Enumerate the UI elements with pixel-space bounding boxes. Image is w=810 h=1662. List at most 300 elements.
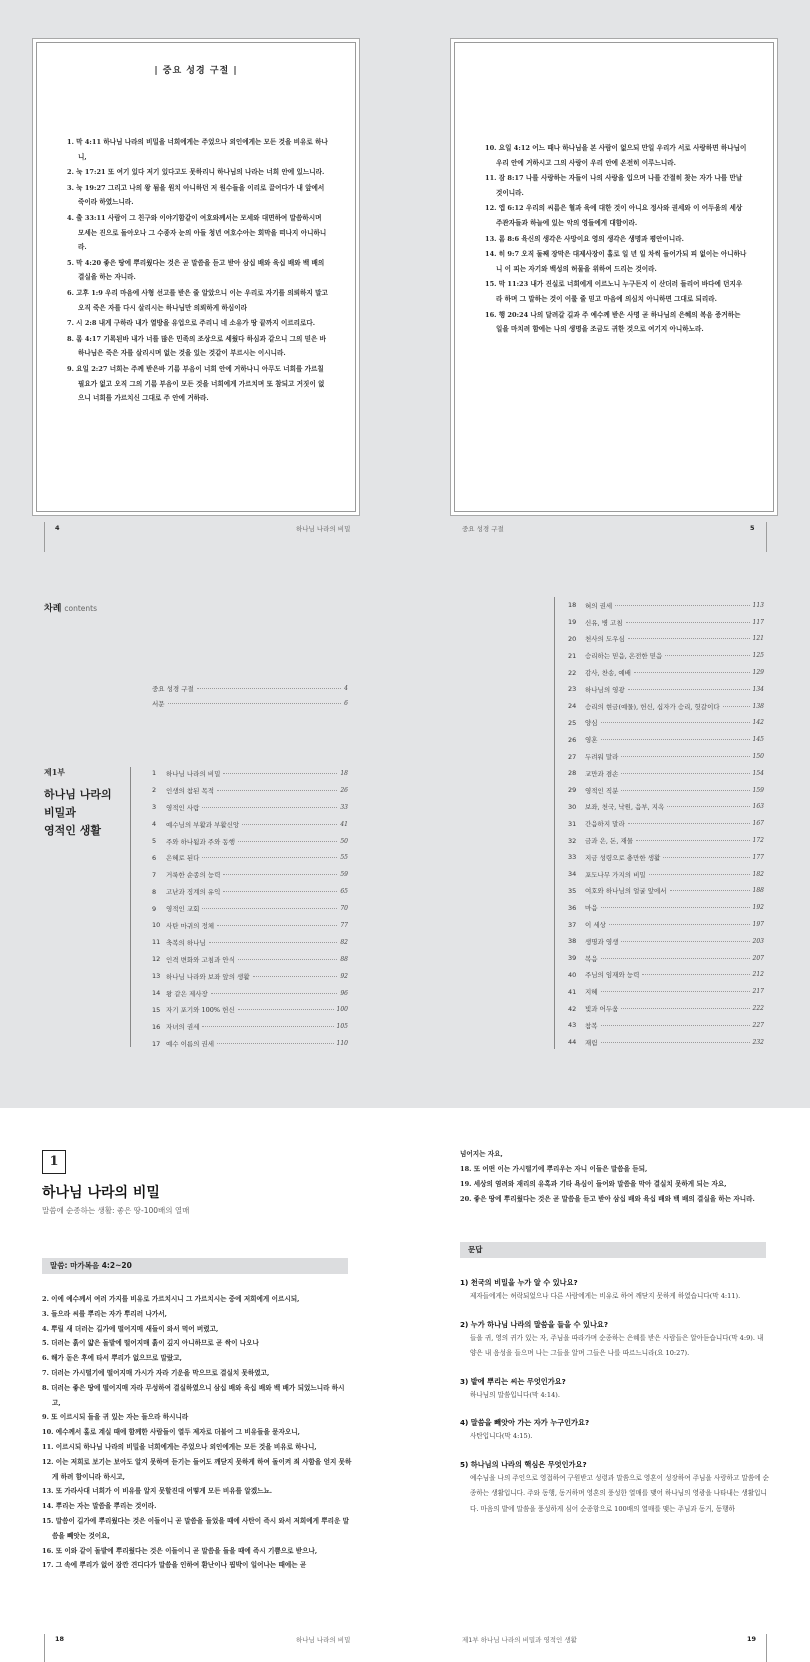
toc-leader-dots xyxy=(217,1043,333,1044)
folio-rule-left xyxy=(44,522,45,552)
toc-entry-page: 232 xyxy=(752,1038,764,1046)
verse-item: 10. 요일 4:12 어느 때나 하나님을 본 사람이 없으되 만일 우리가 서로 사랑하면 하나님이 우리 안에 거하시고 그의 사랑이 우리 안에 온전히 이루느니라. xyxy=(485,144,747,167)
toc-leader-dots xyxy=(649,874,750,875)
toc-entry-title: 교만과 겸손 xyxy=(585,769,619,778)
verse-item: 9. 요일 2:27 너희는 주께 받은바 기름 부음이 너희 안에 거하나니 아무도 너희를 가르칠 필요가 없고 오직 그의 기름 부음이 모든 것을 너희에게 가르치며 또 참되고 거짓이 없으니 너희를 가르치신 그대로 주 안에 거하라. xyxy=(67,364,325,403)
page-number-4: 4 xyxy=(55,524,60,532)
toc-entry-title: 승리의 현금(예물), 헌신, 십자가 승리, 헛갈이다 xyxy=(585,702,720,711)
toc-entry[interactable] xyxy=(152,849,348,866)
toc-leader-dots xyxy=(723,706,750,707)
toc-entry-number: 35 xyxy=(568,886,577,895)
toc-leader-dots xyxy=(601,958,750,959)
toc-entry-title: 이 세상 xyxy=(585,921,606,930)
toc-entry[interactable] xyxy=(568,731,764,748)
toc-entry-title: 축복의 하나님 xyxy=(166,938,206,947)
toc-entry-title: 지금 성령으로 충만한 생활 xyxy=(585,853,661,862)
toc-list-left xyxy=(152,765,348,1052)
toc-entry[interactable] xyxy=(568,782,764,799)
running-head-right: 중요 성경 구절 xyxy=(462,525,504,533)
toc-entry[interactable] xyxy=(568,933,764,950)
toc-entry-title: 영적인 사람 xyxy=(166,803,200,812)
toc-leader-dots xyxy=(621,1008,749,1009)
toc-leader-dots xyxy=(238,959,337,960)
toc-leader-dots xyxy=(667,806,749,807)
scripture-verse: 14. 뿌리는 자는 말씀을 뿌리는 것이라. xyxy=(42,1502,157,1511)
verse-item: 7. 시 2:8 내게 구하라 내가 열방을 유업으로 주리니 네 소유가 땅 끝까지 이르리로다. xyxy=(67,319,316,328)
toc-entry[interactable] xyxy=(568,799,764,816)
scripture-header: 말씀: 마가복음 4:2~20 xyxy=(42,1258,348,1274)
qa-header: 문답 xyxy=(460,1242,766,1258)
toc-entry-title: 빛과 어두움 xyxy=(585,1005,619,1014)
toc-leader-dots xyxy=(223,773,337,774)
toc-entry-number: 27 xyxy=(568,752,577,761)
toc-leader-dots xyxy=(609,924,750,925)
qa-item xyxy=(460,1458,770,1518)
qa-answer: 예수님을 나의 주인으로 영접하여 구원받고 성령과 말씀으로 영혼이 성장하여 주님을 사랑하고 말씀에 순종하는 생활입니다. 주와 동행, 동거하며 영혼의 풍성한 열매를 맺어 하나님의 영광을 나타내는 생활입니다. 마음의 밭에 말씀을 풍성하게 심어 순종함으로 100배의 열매를 맺는 주님과 동거, 동행하 xyxy=(470,1473,770,1513)
toc-entry-number: 10 xyxy=(152,921,161,930)
toc-rule-right xyxy=(554,597,555,1049)
toc-entry[interactable] xyxy=(152,1001,348,1018)
toc-entry-number: 40 xyxy=(568,970,577,979)
toc-entry[interactable] xyxy=(152,985,348,1002)
toc-entry[interactable] xyxy=(568,765,764,782)
chapter-title: 하나님 나라의 비밀 xyxy=(42,1185,160,1201)
toc-entry-number: 42 xyxy=(568,1004,577,1013)
toc-entry-title: 금과 은, 돈, 재물 xyxy=(585,837,634,846)
toc-entry-number: 34 xyxy=(568,870,577,879)
verse-item: 15. 막 11:23 내가 진실로 너희에게 이르노니 누구든지 이 산더러 들리어 바다에 던지우라 하며 그 말하는 것이 이룰 줄 믿고 마음에 의심치 아니하면 그대로 되리라. xyxy=(485,280,743,303)
toc-entry[interactable] xyxy=(568,916,764,933)
toc-entry[interactable] xyxy=(568,597,764,614)
toc-entry-title: 자기 포기와 100% 헌신 xyxy=(166,1006,235,1015)
scripture-verse: 8. 더러는 좋은 땅에 떨어지매 자라 무성하여 결실하였으니 삼십 배와 육십 배와 백 배가 되었느니라 하시고, xyxy=(42,1383,345,1407)
toc-entry-title: 양심 xyxy=(585,719,598,728)
toc-entry-number: 14 xyxy=(152,989,161,998)
toc-entry-page: 129 xyxy=(752,669,764,677)
toc-entry-number: 26 xyxy=(568,735,577,744)
toc-entry-title: 보좌, 천국, 낙원, 음부, 지옥 xyxy=(585,803,665,812)
toc-entry[interactable] xyxy=(152,782,348,799)
toc-entry-page: 227 xyxy=(752,1021,764,1029)
verse-item: 2. 눅 17:21 또 여기 있다 저기 있다고도 못하리니 하나님의 나라는 너희 안에 있느니라. xyxy=(67,168,325,177)
toc-entry-title: 두려워 말라 xyxy=(585,753,619,762)
toc-entry-page: 105 xyxy=(336,1023,348,1031)
toc-entry-title: 감사, 찬송, 예배 xyxy=(585,669,631,678)
toc-heading-en: contents xyxy=(64,604,98,613)
toc-entry-title: 서문 xyxy=(152,700,165,708)
toc-entry-title: 마음 xyxy=(585,904,598,913)
toc-leader-dots xyxy=(663,857,749,858)
toc-leader-dots xyxy=(253,976,338,977)
toc-leader-dots xyxy=(615,605,749,606)
scripture-verse: 18. 또 어떤 이는 가시떨기에 뿌리우는 자니 이들은 말씀을 듣되, xyxy=(460,1165,648,1173)
toc-entry-title: 지혜 xyxy=(585,988,598,997)
toc-leader-dots xyxy=(223,874,337,875)
qa-answer: 제자들에게는 허락되었으나 다른 사람에게는 비유로 하여 깨닫지 못하게 하였습니다(막 4:11). xyxy=(470,1292,741,1300)
toc-entry-number: 1 xyxy=(152,769,157,778)
toc-entry-number: 24 xyxy=(568,702,577,711)
toc-entry-page: 59 xyxy=(340,871,348,879)
qa-question: 4) 말씀을 빼앗아 가는 자가 누구인가요? xyxy=(460,1418,590,1427)
toc-leader-dots xyxy=(209,942,338,943)
toc-entry[interactable] xyxy=(152,1035,348,1052)
qa-question: 1) 천국의 비밀을 누가 알 수 있나요? xyxy=(460,1278,578,1287)
chapter-subtitle: 말씀에 순종하는 생활: 좋은 땅-100배의 열매 xyxy=(42,1206,190,1215)
toc-entry-number: 44 xyxy=(568,1038,577,1047)
toc-leader-dots xyxy=(217,925,337,926)
toc-entry-page: 134 xyxy=(752,685,764,693)
toc-leader-dots xyxy=(670,890,750,891)
toc-entry-number: 7 xyxy=(152,870,157,879)
verse-list-right xyxy=(485,141,747,338)
toc-entry-title: 인생의 참된 목적 xyxy=(166,786,215,795)
verse-item: 13. 롬 8:6 육신의 생각은 사망이요 영의 생각은 생명과 평안이니라. xyxy=(485,234,684,243)
qa-answer: 들을 귀, 영의 귀가 있는 자, 주님을 따라가며 순종하는 은혜를 받은 사람들은 알아듣습니다(막 4:9). 내 양은 내 음성을 들으며 나는 그들을 알며 그들은 나를 따르느니라(요 10:27). xyxy=(470,1333,764,1357)
toc-leader-dots xyxy=(202,908,337,909)
toc-entry-title: 참복 xyxy=(585,1021,598,1030)
scripture-verse: 20. 좋은 땅에 뿌리웠다는 것은 곧 말씀을 듣고 받아 삼십 배와 육십 배와 백 배의 결실을 하는 자니라. xyxy=(460,1195,755,1203)
running-head-right-2: 제1부 하나님 나라의 비밀과 영적인 생활 xyxy=(462,1636,577,1644)
toc-leader-dots xyxy=(601,739,750,740)
toc-leader-dots xyxy=(202,857,337,858)
toc-entry-title: 재림 xyxy=(585,1038,598,1047)
toc-entry-page: 188 xyxy=(752,887,764,895)
toc-entry-page: 113 xyxy=(752,601,764,609)
toc-leader-dots xyxy=(168,703,342,704)
toc-entry-title: 거룩한 순종의 능력 xyxy=(166,871,221,880)
scripture-verse: 11. 이르시되 하나님 나라의 비밀을 너희에게는 주었으나 외인에게는 모든 것을 비유로 하나니, xyxy=(42,1442,317,1451)
toc-entry-number: 6 xyxy=(152,853,157,862)
toc-leader-dots xyxy=(238,841,337,842)
toc-entry-page: 138 xyxy=(752,702,764,710)
toc-leader-dots xyxy=(628,823,750,824)
toc-entry-title: 간음하지 말라 xyxy=(585,820,625,829)
toc-entry-page: 197 xyxy=(752,921,764,929)
toc-entry-page: 77 xyxy=(340,921,348,929)
toc-entry[interactable] xyxy=(568,1017,764,1034)
toc-leader-dots xyxy=(634,672,750,673)
scripture-verse: 7. 더러는 가시떨기에 떨어지매 가시가 자라 기운을 막으므로 결실치 못하였고, xyxy=(42,1368,270,1377)
toc-entry-number: 11 xyxy=(152,938,161,947)
verse-item: 1. 막 4:11 하나님 나라의 비밀을 너희에게는 주었으나 외인에게는 모든 것을 비유로 하나니, xyxy=(67,138,328,161)
scripture-verse: 6. 해가 돋은 후에 타서 뿌리가 없으므로 말랐고, xyxy=(42,1354,182,1363)
toc-entry[interactable] xyxy=(568,664,764,681)
toc-leader-dots xyxy=(665,655,749,656)
scripture-verse: 2. 이에 예수께서 여러 가지를 비유로 가르치시니 그 가르치시는 중에 저희에게 이르시되, xyxy=(42,1295,300,1303)
toc-leader-dots xyxy=(601,991,750,992)
toc-entry-title: 복음 xyxy=(585,954,598,963)
toc-entry-page: 192 xyxy=(752,904,764,912)
toc-entry[interactable] xyxy=(152,951,348,968)
toc-entry-title: 왕 같은 제사장 xyxy=(166,989,208,998)
toc-entry[interactable] xyxy=(152,1018,348,1035)
toc-entry-page: 207 xyxy=(752,954,764,962)
toc-entry-page: 125 xyxy=(752,652,764,660)
toc-entry[interactable] xyxy=(568,715,764,732)
toc-front-matter xyxy=(152,681,348,711)
toc-entry[interactable] xyxy=(568,866,764,883)
toc-entry[interactable] xyxy=(568,647,764,664)
toc-leader-dots xyxy=(202,1026,333,1027)
verse-item: 4. 출 33:11 사람이 그 친구와 이야기함같이 여호와께서는 모세와 대면하여 말씀하시며 모세는 진으로 돌아오나 그 수종자 눈의 아들 청년 여호수아는 회막을 떠나지 아니하니라. xyxy=(67,213,327,252)
toc-entry-number: 3 xyxy=(152,803,157,812)
toc-entry-number: 5 xyxy=(152,837,157,845)
toc-entry-title: 은혜로 된다 xyxy=(166,854,200,863)
toc-leader-dots xyxy=(217,790,337,791)
folio-rule-right-2 xyxy=(766,1634,767,1662)
toc-entry[interactable] xyxy=(568,681,764,698)
toc-entry-title: 하나님 나라와 보좌 앞의 생활 xyxy=(166,972,250,981)
toc-entry-number: 20 xyxy=(568,634,577,643)
toc-entry-title: 주와 하나됨과 주와 동행 xyxy=(166,837,235,846)
toc-entry-title: 혀의 권세 xyxy=(585,601,613,610)
toc-list-right xyxy=(568,597,764,1051)
page-number-18: 18 xyxy=(55,1635,65,1643)
qa-question: 5) 하나님의 나라의 핵심은 무엇인가요? xyxy=(460,1459,587,1469)
verse-item: 3. 눅 19:27 그리고 나의 왕 됨을 원치 아니하던 저 원수들을 이리로 끌어다가 내 앞에서 죽이라 하였느니라. xyxy=(67,183,325,207)
toc-entry-number: 22 xyxy=(568,668,577,677)
qa-item xyxy=(460,1318,770,1362)
toc-entry-page: 33 xyxy=(340,803,348,811)
toc-leader-dots xyxy=(621,756,749,757)
qa-answer: 사탄입니다(막 4:15). xyxy=(470,1432,533,1440)
toc-entry[interactable] xyxy=(568,967,764,984)
qa-question: 2) 누가 하나님 나라의 말씀을 들을 수 있나요? xyxy=(460,1319,609,1329)
scripture-verse: 9. 또 이르시되 들을 귀 있는 자는 들으라 하시니라 xyxy=(42,1413,189,1422)
toc-entry-number: 16 xyxy=(152,1022,161,1031)
toc-entry-page: 70 xyxy=(340,905,348,913)
toc-leader-dots xyxy=(242,824,337,825)
toc-entry[interactable] xyxy=(568,631,764,648)
scripture-verse: 넘어지는 자요, xyxy=(460,1150,503,1158)
toc-entry[interactable] xyxy=(152,765,348,782)
toc-entry-number: 4 xyxy=(152,820,157,829)
qa-question: 3) 밭에 뿌리는 씨는 무엇인가요? xyxy=(460,1376,566,1386)
toc-entry[interactable] xyxy=(152,833,348,850)
toc-entry-title: 하나님의 영광 xyxy=(585,685,625,694)
toc-heading: 차례 contents xyxy=(44,604,98,614)
running-head-left: 하나님 나라의 비밀 xyxy=(296,525,351,533)
toc-entry[interactable] xyxy=(152,681,348,696)
toc-entry-title: 인격 변화와 고침과 안식 xyxy=(166,955,235,964)
verse-item: 16. 행 20:24 나의 달려갈 길과 주 예수께 받은 사명 곧 하나님의 은혜의 복음 증거하는 일을 마치려 함에는 나의 생명을 조금도 귀한 것으로 여기지 아니하노라. xyxy=(485,310,741,334)
folio-rule-right xyxy=(766,522,767,552)
verse-item: 5. 막 4:20 좋은 땅에 뿌리웠다는 것은 곧 말씀을 듣고 받아 삼십 배와 육십 배와 백 배의 결실을 하는 자니라. xyxy=(67,258,325,282)
scripture-continuation xyxy=(460,1147,768,1207)
scripture-verse: 12. 이는 저희로 보기는 보아도 알지 못하며 듣기는 들어도 깨닫지 못하게 하여 돌이켜 죄 사함을 얻지 못하게 하려 함이니라 하시고, xyxy=(42,1457,352,1481)
toc-leader-dots xyxy=(628,689,750,690)
toc-entry-title: 고난과 징계의 유익 xyxy=(166,888,221,897)
toc-entry-title: 하나님 나라의 비밀 xyxy=(166,769,221,778)
toc-entry-number: 9 xyxy=(152,904,157,913)
toc-entry[interactable] xyxy=(152,883,348,900)
toc-entry-page: 142 xyxy=(752,719,764,727)
toc-entry-title: 자녀의 권세 xyxy=(166,1023,200,1032)
toc-entry-title: 신유, 병 고침 xyxy=(585,618,623,627)
toc-entry-number: 25 xyxy=(568,718,577,727)
toc-leader-dots xyxy=(601,1025,750,1026)
toc-entry[interactable] xyxy=(568,748,764,765)
scripture-verse: 4. 뿌릴 새 더러는 길가에 떨어지매 새들이 와서 먹어 버렸고, xyxy=(42,1324,219,1333)
qa-item xyxy=(460,1375,770,1404)
verses-title: | 중요 성경 구절 | xyxy=(154,66,238,76)
toc-entry-number: 18 xyxy=(568,601,577,610)
toc-entry-number: 2 xyxy=(152,786,157,795)
toc-entry[interactable] xyxy=(568,899,764,916)
verses-page-left xyxy=(36,42,356,512)
verse-list-left xyxy=(67,135,329,407)
toc-leader-dots xyxy=(628,638,750,639)
verse-item: 6. 고후 1:9 우리 마음에 사형 선고를 받은 줄 알았으니 이는 우리로 자기를 의뢰하지 말고 오직 죽은 자를 다시 살리시는 하나님만 의뢰하게 하심이라 xyxy=(67,288,328,312)
toc-leader-dots xyxy=(601,907,750,908)
toc-entry-page: 41 xyxy=(340,820,348,828)
toc-entry[interactable] xyxy=(568,883,764,900)
toc-entry-title: 주님의 임재와 능력 xyxy=(585,971,640,980)
qa-item xyxy=(460,1416,770,1445)
toc-entry[interactable] xyxy=(568,614,764,631)
toc-entry-page: 177 xyxy=(752,853,764,861)
part-label: 제1부 xyxy=(44,767,66,777)
verse-item: 12. 엡 6:12 우리의 씨름은 혈과 육에 대한 것이 아니요 정사와 권세와 이 어두움의 세상 주관자들과 하늘에 있는 악의 영들에게 대함이라. xyxy=(485,204,743,227)
scripture-verse: 16. 또 이와 같이 돌밭에 뿌리웠다는 것은 이들이니 곧 말씀을 들을 때에 즉시 기쁨으로 받으나, xyxy=(42,1546,318,1555)
toc-entry-number: 43 xyxy=(568,1021,577,1030)
toc-entry[interactable] xyxy=(568,849,764,866)
toc-entry-page: 92 xyxy=(340,972,348,980)
toc-entry-title: 생명과 영생 xyxy=(585,937,619,946)
toc-leader-dots xyxy=(211,993,338,994)
toc-entry-number: 29 xyxy=(568,786,577,795)
toc-leader-dots xyxy=(197,688,341,689)
toc-entry-number: 19 xyxy=(568,618,577,627)
part-rule xyxy=(130,767,131,1047)
toc-entry[interactable] xyxy=(152,934,348,951)
toc-entry-title: 영혼 xyxy=(585,736,598,745)
toc-entry[interactable] xyxy=(152,696,348,711)
toc-entry-title: 포도나무 가지의 비밀 xyxy=(585,870,646,879)
toc-entry-number: 28 xyxy=(568,769,577,778)
toc-leader-dots xyxy=(636,840,750,841)
toc-entry-number: 21 xyxy=(568,651,577,660)
toc-entry[interactable] xyxy=(152,799,348,816)
toc-entry[interactable] xyxy=(568,815,764,832)
toc-entry-title: 영적인 교회 xyxy=(166,905,200,914)
toc-entry-page: 4 xyxy=(344,685,348,692)
toc-entry-page: 6 xyxy=(344,700,348,707)
toc-entry-title: 예수 이름의 권세 xyxy=(166,1040,215,1049)
toc-entry-page: 222 xyxy=(752,1005,764,1013)
toc-entry-page: 182 xyxy=(752,870,764,878)
toc-entry-number: 23 xyxy=(568,685,577,694)
toc-entry[interactable] xyxy=(568,950,764,967)
toc-entry[interactable] xyxy=(568,832,764,849)
part-title: 하나님 나라의 비밀과 영적인 생활 xyxy=(44,788,112,837)
running-head-left-2: 하나님 나라의 비밀 xyxy=(296,1636,351,1644)
toc-entry[interactable] xyxy=(152,900,348,917)
page-number-5: 5 xyxy=(750,524,755,532)
toc-entry-page: 154 xyxy=(752,769,764,777)
toc-entry-number: 31 xyxy=(568,819,577,828)
part-heading xyxy=(44,767,112,840)
toc-entry-page: 163 xyxy=(752,803,764,811)
toc-entry[interactable] xyxy=(152,866,348,883)
toc-entry-page: 212 xyxy=(752,971,764,979)
toc-entry-title: 영적인 직분 xyxy=(585,786,619,795)
toc-entry-number: 17 xyxy=(152,1039,161,1048)
scripture-verse: 10. 예수께서 홀로 계실 때에 함께한 사람들이 열두 제자로 더불어 그 비유들을 묻자오니, xyxy=(42,1428,300,1437)
toc-entry[interactable] xyxy=(568,698,764,715)
toc-entry-title: 천사의 도우심 xyxy=(585,635,625,644)
toc-entry[interactable] xyxy=(568,983,764,1000)
scripture-verse: 13. 또 가라사대 너희가 이 비유를 알지 못할진대 어떻게 모든 비유를 알겠느뇨. xyxy=(42,1487,273,1496)
qa-answer: 하나님의 말씀입니다(막 4:14). xyxy=(470,1390,560,1399)
toc-entry-page: 18 xyxy=(340,769,348,777)
toc-entry-page: 117 xyxy=(752,618,764,626)
toc-entry-number: 13 xyxy=(152,972,161,981)
scripture-verse: 19. 세상의 염려와 재리의 유혹과 기타 욕심이 들어와 말씀을 막아 결실치 못하게 되는 자요, xyxy=(460,1180,727,1188)
toc-entry-number: 33 xyxy=(568,853,577,862)
verse-item: 8. 롬 4:17 기록된바 내가 너를 많은 민족의 조상으로 세웠다 하심과 같으니 그의 믿은 바 하나님은 죽은 자를 살리시며 없는 것을 있는 것같이 부르시는 이시니라. xyxy=(67,334,327,358)
toc-leader-dots xyxy=(621,790,749,791)
toc-entry-page: 96 xyxy=(340,989,348,997)
toc-entry-number: 8 xyxy=(152,887,157,896)
toc-leader-dots xyxy=(642,974,749,975)
qa-item xyxy=(460,1276,770,1305)
toc-entry-page: 100 xyxy=(336,1006,348,1014)
toc-entry-number: 37 xyxy=(568,920,577,929)
toc-leader-dots xyxy=(238,1009,334,1010)
scripture-verse: 17. 그 속에 뿌리가 없어 잠깐 견디다가 말씀을 인하여 환난이나 핍박이 일어나는 때에는 곧 xyxy=(42,1561,307,1570)
toc-leader-dots xyxy=(223,891,337,892)
toc-leader-dots xyxy=(621,773,749,774)
page-number-19: 19 xyxy=(747,1635,757,1643)
toc-entry-title: 승리하는 믿음, 온전한 믿음 xyxy=(585,652,663,661)
toc-entry-page: 159 xyxy=(752,786,764,794)
toc-entry-title: 중요 성경 구절 xyxy=(152,685,194,693)
toc-entry-number: 41 xyxy=(568,987,577,996)
toc-entry-title: 예수님의 부활과 부활신앙 xyxy=(166,820,240,829)
verse-item: 11. 잠 8:17 나를 사랑하는 자들이 나의 사랑을 입으며 나를 간절히 찾는 자가 나를 만날 것이니라. xyxy=(485,174,743,197)
toc-entry[interactable] xyxy=(568,1000,764,1017)
toc-entry[interactable] xyxy=(152,816,348,833)
scripture-verse: 3. 들으라 씨를 뿌리는 자가 뿌리러 나가서, xyxy=(42,1309,167,1318)
toc-entry-page: 217 xyxy=(752,988,764,996)
verse-item: 14. 히 9:7 오직 둘째 장막은 대제사장이 홀로 일 년 일 차씩 들어가되 피 없이는 아니하나니 이 피는 자기와 백성의 허물을 위하여 드리는 것이라. xyxy=(485,250,747,273)
scripture-verse: 5. 더러는 흙이 얇은 돌밭에 떨어지매 흙이 깊지 아니하므로 곧 싹이 나오나 xyxy=(42,1339,259,1348)
toc-leader-dots xyxy=(626,622,750,623)
toc-entry-page: 172 xyxy=(752,837,764,845)
toc-entry-page: 121 xyxy=(752,635,764,643)
toc-entry-page: 50 xyxy=(340,837,348,845)
toc-entry[interactable] xyxy=(568,1034,764,1051)
toc-leader-dots xyxy=(202,807,337,808)
toc-entry[interactable] xyxy=(152,917,348,934)
toc-entry-number: 36 xyxy=(568,903,577,912)
toc-entry[interactable] xyxy=(152,968,348,985)
toc-entry-number: 38 xyxy=(568,937,577,946)
chapter-number: 1 xyxy=(42,1150,66,1174)
toc-entry-number: 32 xyxy=(568,836,577,845)
toc-entry-page: 110 xyxy=(336,1040,348,1048)
toc-entry-page: 65 xyxy=(340,888,348,896)
scripture-verse: 15. 말씀이 길가에 뿌리웠다는 것은 이들이니 곧 말씀을 들었을 때에 사탄이 즉시 와서 저희에게 뿌리운 말씀을 빼앗는 것이요, xyxy=(42,1516,350,1540)
toc-entry-page: 145 xyxy=(752,736,764,744)
toc-entry-page: 55 xyxy=(340,854,348,862)
toc-entry-page: 88 xyxy=(340,955,348,963)
scripture-list xyxy=(42,1292,352,1573)
toc-entry-number: 12 xyxy=(152,955,161,964)
toc-leader-dots xyxy=(601,722,750,723)
toc-entry-title: 여호와 하나님의 얼굴 앞에서 xyxy=(585,887,667,896)
